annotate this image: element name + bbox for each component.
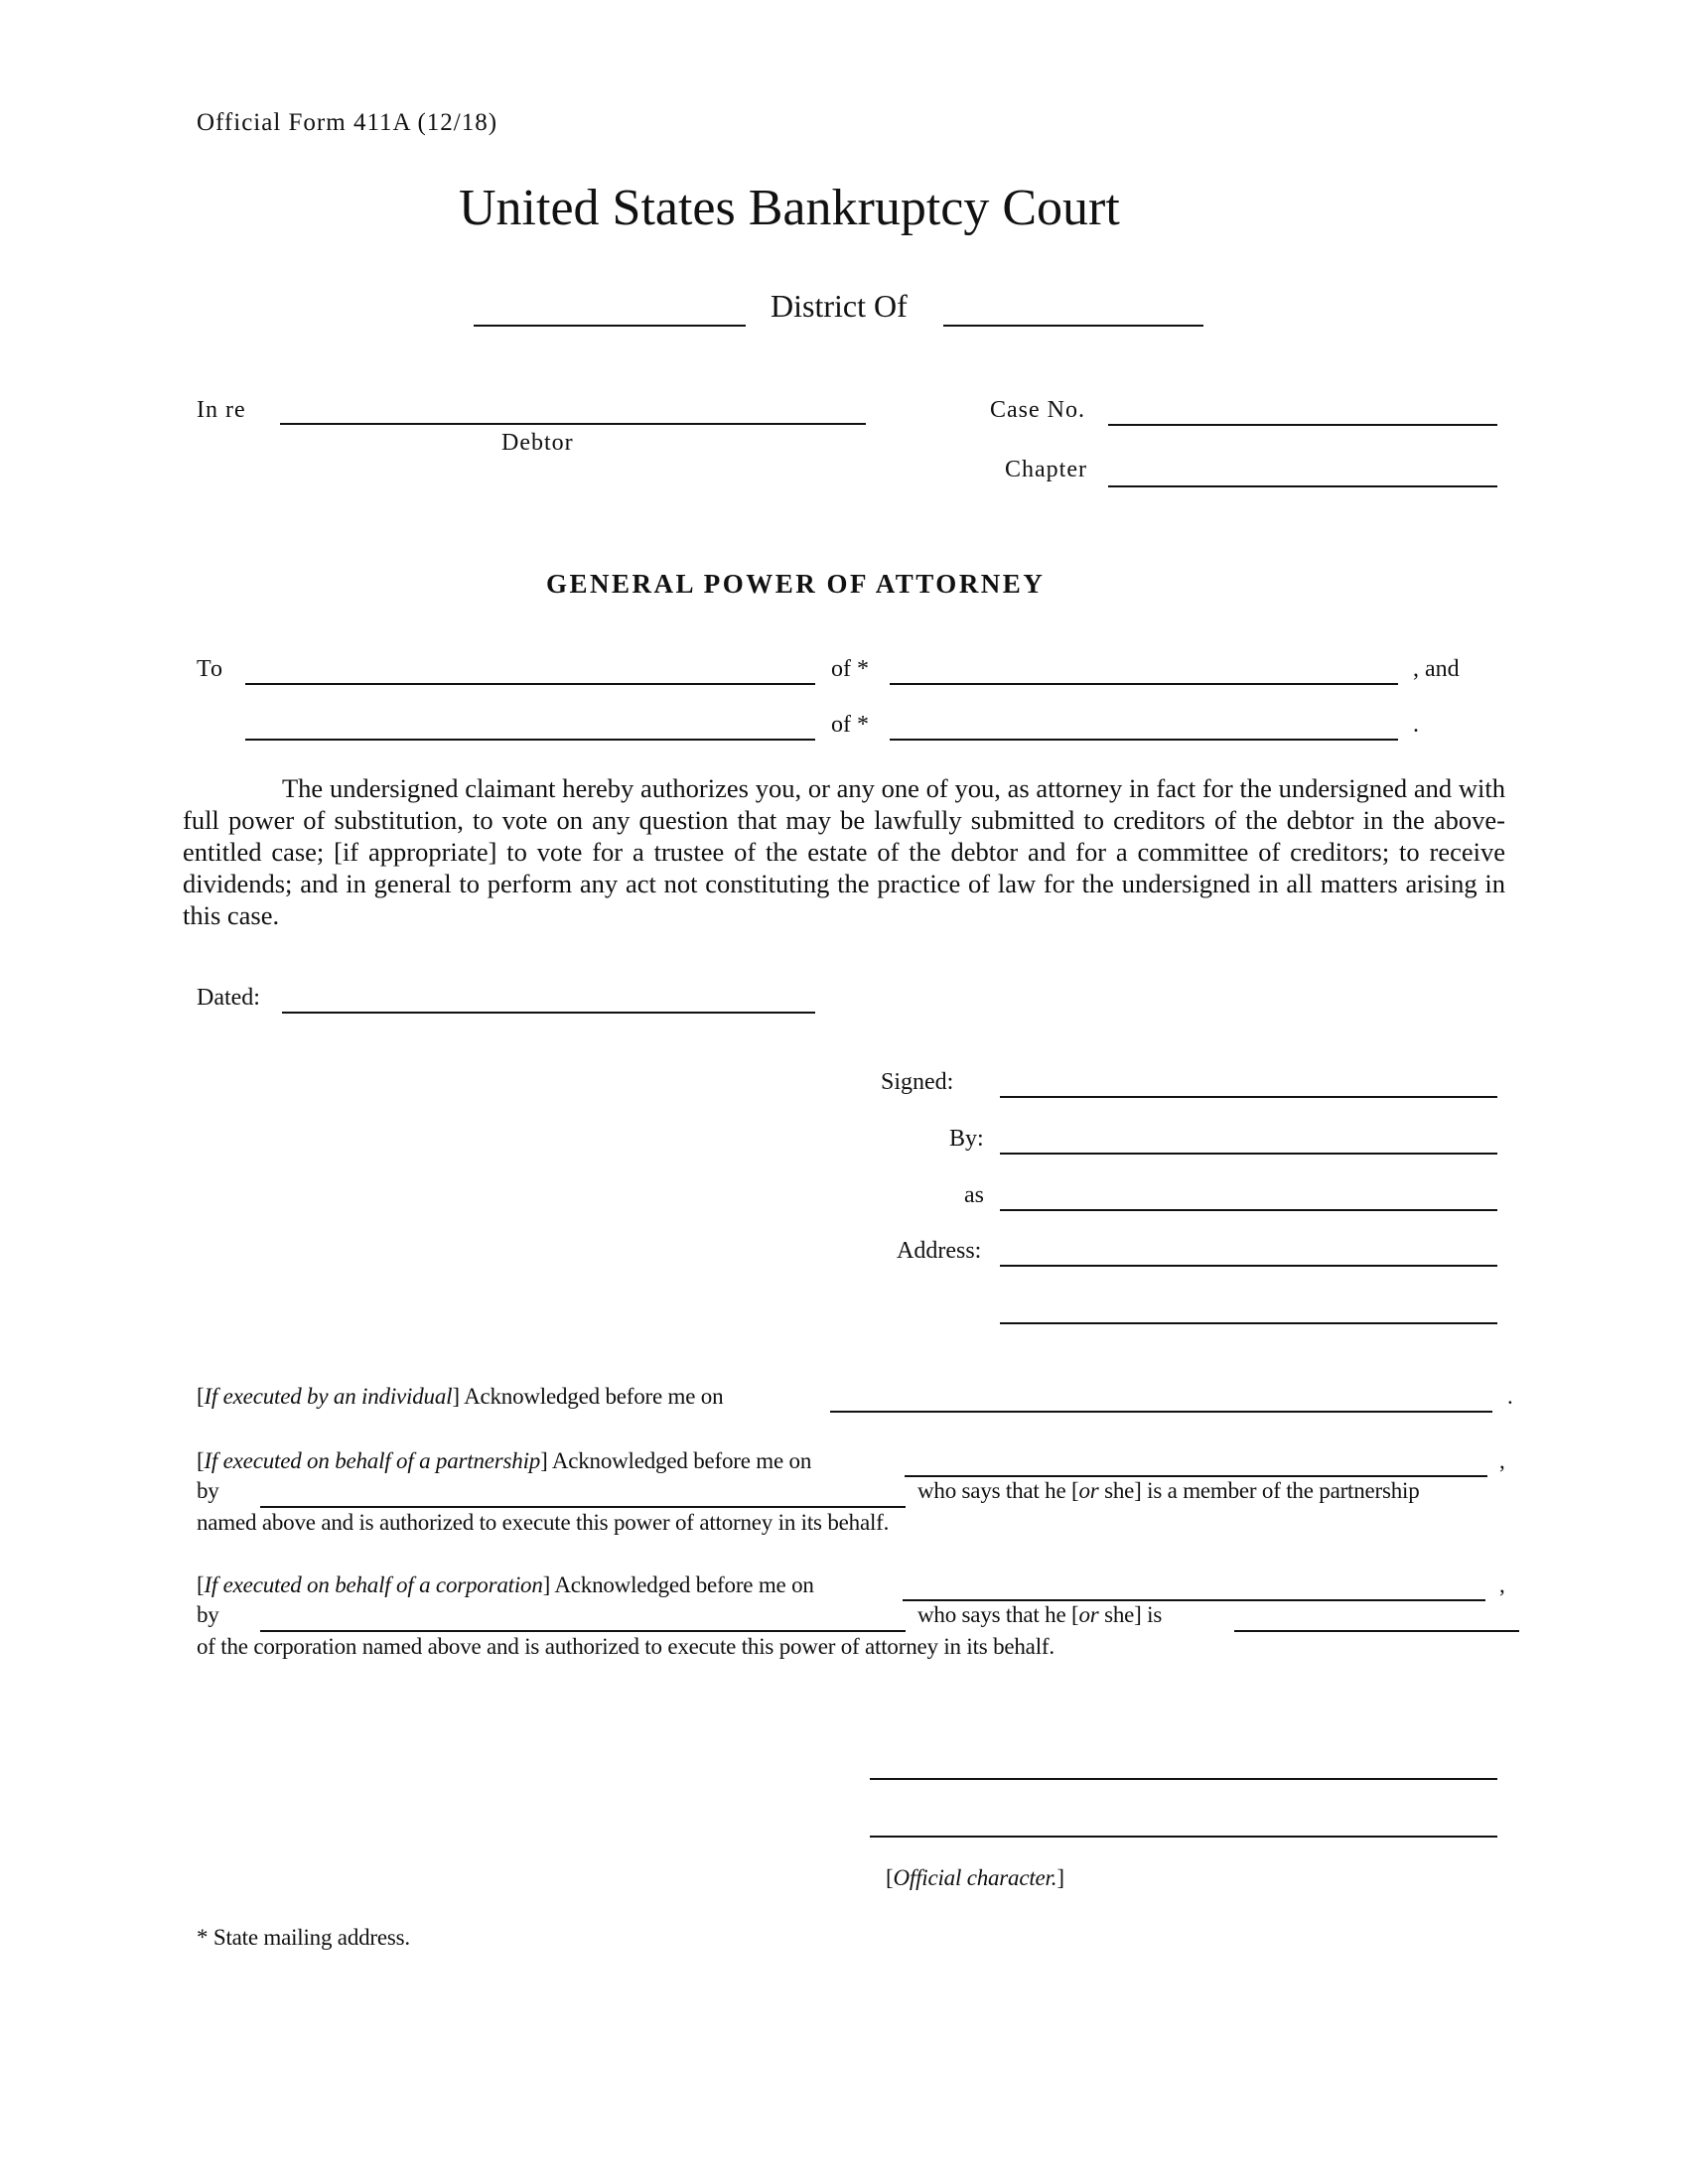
chapter-label: Chapter	[1005, 457, 1087, 482]
ack-partnership-or: or	[1078, 1478, 1099, 1503]
ack-individual-end: .	[1507, 1384, 1513, 1409]
ack-partnership-text	[197, 1448, 811, 1474]
ack-corporation-title-field[interactable]	[1234, 1630, 1519, 1632]
court-title: United States Bankruptcy Court	[459, 180, 1120, 236]
dated-label: Dated:	[197, 985, 260, 1011]
footnote: * State mailing address.	[197, 1925, 410, 1950]
ack-corporation-by-label: by	[197, 1602, 219, 1627]
attorney-2-address-field[interactable]	[890, 739, 1398, 741]
dated-field[interactable]	[282, 1012, 815, 1014]
by-field[interactable]	[1000, 1153, 1497, 1155]
debtor-name-field[interactable]	[280, 423, 866, 425]
chapter-field[interactable]	[1108, 485, 1497, 487]
attorney-1-address-field[interactable]	[890, 683, 1398, 685]
ack-corporation-who-says: who says that he [	[917, 1602, 1079, 1627]
ack-corporation-text	[197, 1572, 814, 1598]
ack-corporation-or: or	[1078, 1602, 1099, 1627]
ack-partnership-statement	[917, 1478, 1420, 1504]
ack-partnership-condition: If executed on behalf of a partnership	[204, 1448, 541, 1473]
ack-partnership-comma: ,	[1499, 1448, 1505, 1473]
official-character-label	[886, 1865, 1064, 1891]
as-field[interactable]	[1000, 1209, 1497, 1211]
ack-corporation-by-field[interactable]	[260, 1630, 906, 1632]
in-re-label: In re	[197, 397, 246, 423]
address-field-line-1[interactable]	[1000, 1265, 1497, 1267]
address-label: Address:	[897, 1238, 982, 1264]
signed-label: Signed:	[881, 1069, 954, 1095]
case-no-field[interactable]	[1108, 424, 1497, 426]
ack-corporation-label: ] Acknowledged before me on	[542, 1572, 814, 1597]
ack-partnership-date-field[interactable]	[905, 1475, 1487, 1477]
form-id: Official Form 411A (12/18)	[197, 109, 498, 136]
official-signature-line-2[interactable]	[870, 1836, 1497, 1838]
ack-corporation-comma: ,	[1499, 1572, 1505, 1597]
district-label: District Of	[771, 288, 908, 324]
period-mark: .	[1413, 712, 1419, 738]
debtor-label: Debtor	[501, 430, 574, 456]
of-label-1: of *	[831, 656, 869, 682]
ack-corporation-is: she] is	[1098, 1602, 1163, 1627]
as-label: as	[964, 1182, 984, 1208]
ack-corporation-line3: of the corporation named above and is authorized to execute this power of attorney in its behalf.	[197, 1634, 1055, 1659]
official-character-text: Official character.	[893, 1865, 1057, 1890]
ack-partnership-label: ] Acknowledged before me on	[540, 1448, 812, 1473]
ack-corporation-condition: If executed on behalf of a corporation	[204, 1572, 543, 1597]
official-character-open: [	[886, 1865, 894, 1890]
ack-individual-date-field[interactable]	[830, 1411, 1492, 1413]
ack-corporation-statement	[917, 1602, 1162, 1628]
ack-partnership-line3: named above and is authorized to execute this power of attorney in its behalf.	[197, 1510, 890, 1535]
authorization-paragraph: The undersigned claimant hereby authorizes you, or any one of you, as attorney in fact for the undersigned and with full power of substitution, to vote on any question that may be lawfully submitted to creditors of the debtor in the above-entitled case; [if appropriate] to vote for a trustee of the estate of the debtor and for a committee of creditors; to receive dividends; and in general to perform any act not constituting the practice of law for the undersigned in all matters arising in this case.	[183, 773, 1505, 930]
document-title: GENERAL POWER OF ATTORNEY	[546, 569, 1046, 599]
district-blank-right[interactable]	[943, 325, 1203, 327]
signed-field[interactable]	[1000, 1096, 1497, 1098]
ack-partnership-by-field[interactable]	[260, 1506, 906, 1508]
ack-partnership-bracket: [	[197, 1448, 205, 1473]
official-character-close: ]	[1056, 1865, 1064, 1890]
attorney-2-name-field[interactable]	[245, 739, 815, 741]
ack-individual-condition: If executed by an individual	[204, 1384, 453, 1409]
ack-partnership-who-says: who says that he [	[917, 1478, 1079, 1503]
ack-partnership-by-label: by	[197, 1478, 219, 1503]
official-signature-line-1[interactable]	[870, 1778, 1497, 1780]
ack-corporation-date-field[interactable]	[903, 1599, 1485, 1601]
by-label: By:	[949, 1126, 984, 1152]
district-blank-left[interactable]	[474, 325, 746, 327]
attorney-1-name-field[interactable]	[245, 683, 815, 685]
case-no-label: Case No.	[990, 397, 1085, 423]
to-label: To	[197, 656, 223, 682]
ack-individual-bracket: [	[197, 1384, 205, 1409]
and-label: , and	[1413, 656, 1460, 682]
of-label-2: of *	[831, 712, 869, 738]
ack-partnership-member: she] is a member of the partnership	[1098, 1478, 1420, 1503]
address-field-line-2[interactable]	[1000, 1322, 1497, 1324]
ack-individual-text	[197, 1384, 723, 1410]
ack-individual-label: ] Acknowledged before me on	[452, 1384, 724, 1409]
ack-corporation-bracket: [	[197, 1572, 205, 1597]
